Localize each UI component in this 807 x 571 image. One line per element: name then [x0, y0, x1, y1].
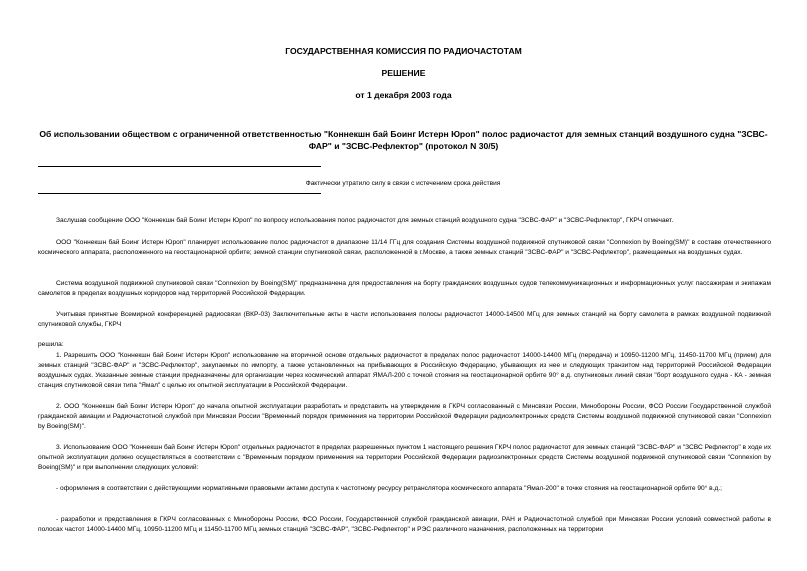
- paragraph: - оформления в соответствии с действующими нормативными правовыми актами доступа к частотному ресурсу ретранслятора космического аппарата "Ямал-200" в точке стояния на геостационарной орбите 90° в.д.;: [56, 485, 723, 492]
- paragraph: ООО "Коннекшн бай Боинг Истерн Юроп" планирует использование полос радиочастот в диапазоне 11/14 ГГц для создания Системы воздушной подвижной спутниковой связи "Connexion by Boeing(SM)" в составе отечественного космического аппарата, расположенного на геостационарной орбите; земной станции спутниковой связи, расположенной в г.Москве, а также земных станций "ЗСВС-ФАР" и "ЗСВС-Рефлектор", размещаемых на воздушных судах.: [38, 239, 771, 256]
- divider-bottom: [38, 193, 321, 194]
- paragraph: - разработки и представления в ГКРЧ согласованных с Минобороны России, ФСО России, Государственной службой гражданской авиации, РАН и Радиочастотной службой при Минсвязи России условий совместной работы в полосах частот 14000-14400 МГц, 10950-11200 МГц и 11450-11700 МГц земных станций "ЗСВС-ФАР", "ЗСВС-Рефлектор" и РЭС различного назначения, расположенных на территории: [38, 516, 771, 533]
- document-date: от 1 декабря 2003 года: [355, 90, 452, 100]
- commission-name: ГОСУДАРСТВЕННАЯ КОМИССИЯ ПО РАДИОЧАСТОТАМ: [285, 46, 522, 56]
- document-type: РЕШЕНИЕ: [381, 68, 426, 78]
- paragraph: 3. Использование ООО "Коннекшн бай Боинг Истерн Юроп" отдельных радиочастот в пределах разрешенных пунктом 1 настоящего решения ГКРЧ полос радиочастот для земных станций "ЗСВС-ФАР" и "ЗСВС Рефлектор" в ходе их опытной эксплуатации должно осуществляться в соответствии с "Временным порядком применения на территории Российской Федерации радиоэлектронных средств Системы воздушной подвижной спутниковой связи "Connexion by Boeing(SM)" и при выполнении следующих условий:: [38, 444, 771, 471]
- paragraph: 1. Разрешить ООО "Коннекшн бай Боинг Истерн Юроп" использование на вторичной основе отдельных радиочастот в пределах полос радиочастот 14000-14400 МГц (передача) и 10950-11200 МГц, 11450-11700 МГц (прием) для земных станций "ЗСВС-ФАР" и "ЗСВС-Рефлектор", закупаемых по импорту, а также установленных на прибывающих в Российскую Федерацию, убывающих из нее и следующих транзитом над территорией Российской Федерации воздушных судах. Указанные земные станции предназначены для организации через космический аппарат ЯМАЛ-200 с точкой стояния на геостационарной орбите 90° в.д. спутниковых линий связи "борт воздушного судна - КА - земная станция спутниковой связи типа "Ямал" с целью их опытной эксплуатации в Российской Федерации.: [38, 352, 771, 389]
- document-title: Об использовании обществом с ограниченной ответственностью "Коннекшн бай Боинг Истерн Юроп" полос радиочастот для земных станций воздушного судна "ЗСВС-ФАР" и "ЗСВС-Рефлектор" (протокол N 30/5): [39, 129, 768, 151]
- paragraph: Заслушав сообщение ООО "Коннекшн бай Боинг Истерн Юроп" по вопросу использования полос радиочастот для земных станций воздушного судна "ЗСВС-ФАР" и "ЗСВС-Рефлектор", ГКРЧ отмечает.: [56, 217, 674, 224]
- divider-top: [38, 166, 321, 167]
- paragraph: 2. ООО "Коннекшн бай Боинг Истерн Юроп" до начала опытной эксплуатации разработать и представить на утверждение в ГКРЧ согласованный с Минсвязи России, Минобороны России, ФСО России Государственной службой гражданской авиации и Радиочастотной службой при Минсвязи России "Временный порядок применения на территории Российской Федерации радиоэлектронных средств Системы воздушной подвижной спутниковой связи "Connexion by Boeing(SM)".: [38, 403, 771, 430]
- paragraph: Система воздушной подвижной спутниковой связи "Connexion by Boeing(SM)" предназначена для предоставления на борту гражданских воздушных судов телекоммуникационных и информационных услуг пассажирам и экипажам самолетов в пределах воздушных коридоров над территорией Российской Федерации.: [38, 280, 771, 297]
- paragraph: Учитывая принятые Всемирной конференцией радиосвязи (ВКР-03) Заключительные акты в части использования полосы радиочастот 14000-14500 МГц для земных станций на борту самолета в рамках воздушной подвижной спутниковой службы, ГКРЧ: [38, 311, 771, 328]
- decision-label: решила:: [38, 341, 64, 348]
- status-note: Фактически утратило силу в связи с истечением срока действия: [305, 180, 501, 187]
